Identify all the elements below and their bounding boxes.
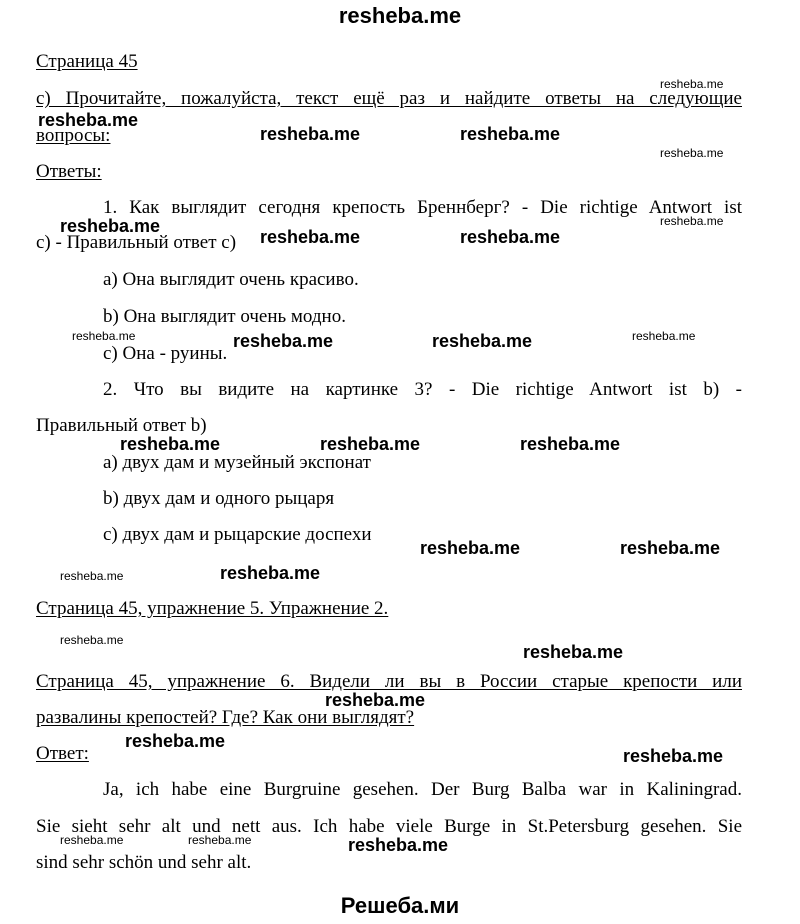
watermark: resheba.me: [38, 110, 139, 130]
watermark: resheba.me: [623, 746, 724, 766]
watermark: resheba.me: [120, 434, 221, 454]
q1-option-c: с) Она - руины.: [103, 343, 228, 364]
watermark: resheba.me: [233, 331, 334, 351]
watermark: resheba.me: [320, 434, 421, 454]
watermark: resheba.me: [60, 833, 124, 847]
watermark: resheba.me: [632, 329, 696, 343]
answers-heading: Ответы:: [36, 161, 102, 182]
watermark: resheba.me: [432, 331, 533, 351]
q2-option-c: с) двух дам и рыцарские доспехи: [103, 524, 372, 545]
watermark: resheba.me: [260, 124, 361, 144]
task-c-line2: вопросы:: [36, 125, 111, 146]
answer-line1: Ja, ich habe eine Burgruine gesehen. Der Burg Balba war in Kaliningrad.: [103, 779, 742, 800]
exercise-6-line1: Страница 45, упражнение 6. Видели ли вы в России старые крепости или: [36, 671, 742, 692]
exercise-5-heading: Страница 45, упражнение 5. Упражнение 2.: [36, 598, 389, 619]
watermark: resheba.me: [60, 569, 124, 583]
task-c-line1: с) Прочитайте, пожалуйста, текст ещё раз и найдите ответы на следующие: [36, 88, 742, 109]
watermark: resheba.me: [523, 642, 624, 662]
watermark: resheba.me: [620, 538, 721, 558]
watermark: resheba.me: [348, 835, 449, 855]
watermark: resheba.me: [460, 124, 561, 144]
q2-option-a: а) двух дам и музейный экспонат: [103, 452, 371, 473]
q1-option-a: а) Она выглядит очень красиво.: [103, 269, 359, 290]
exercise-6-line2: развалины крепостей? Где? Как они выглядят?: [36, 707, 415, 728]
watermark: resheba.me: [520, 434, 621, 454]
watermark: resheba.me: [325, 690, 426, 710]
watermark: resheba.me: [660, 146, 724, 160]
watermark: resheba.me: [660, 77, 724, 91]
watermark: resheba.me: [460, 227, 561, 247]
answer-line3: sind sehr schön und sehr alt.: [36, 852, 252, 873]
watermark: resheba.me: [72, 329, 136, 343]
watermark: resheba.me: [60, 216, 161, 236]
answer-label: Ответ:: [36, 743, 89, 764]
site-footer: Решеба.ми: [340, 893, 460, 918]
page-heading: Страница 45: [36, 51, 138, 72]
answer-line2: Sie sieht sehr alt und nett aus. Ich habe viele Burge in St.Petersburg gesehen. Sie: [36, 816, 742, 837]
q1-line1: 1. Как выглядит сегодня крепость Бреннберг? - Die richtige Antwort ist: [103, 197, 742, 218]
watermark: resheba.me: [60, 633, 124, 647]
watermark: resheba.me: [125, 731, 226, 751]
watermark: resheba.me: [660, 214, 724, 228]
watermark: resheba.me: [220, 563, 321, 583]
watermark: resheba.me: [420, 538, 521, 558]
q1-line2: с) - Правильный ответ с): [36, 232, 237, 253]
watermark: resheba.me: [260, 227, 361, 247]
watermark: resheba.me: [188, 833, 252, 847]
q2-option-b: b) двух дам и одного рыцаря: [103, 488, 335, 509]
q2-line2: Правильный ответ b): [36, 415, 207, 436]
q1-option-b: b) Она выглядит очень модно.: [103, 306, 346, 327]
site-header: resheba.me: [338, 3, 462, 28]
q2-line1: 2. Что вы видите на картинке 3? - Die richtige Antwort ist b) -: [103, 379, 742, 400]
